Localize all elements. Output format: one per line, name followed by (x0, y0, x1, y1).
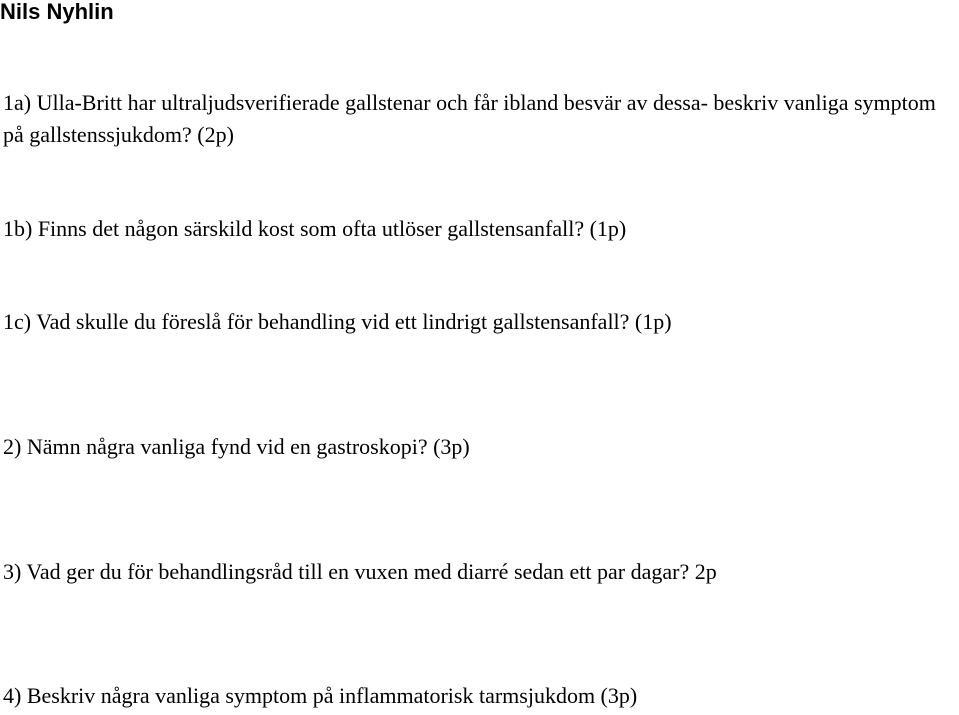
author-name: Nils Nyhlin (0, 0, 114, 24)
question-2: 2) Nämn några vanliga fynd vid en gastroskopi? (3p) (3, 434, 470, 459)
question-1b: 1b) Finns det någon särskild kost som ofta utlöser gallstensanfall? (1p) (3, 216, 627, 241)
question-3: 3) Vad ger du för behandlingsråd till en vuxen med diarré sedan ett par dagar? 2p (3, 559, 717, 584)
question-4: 4) Beskriv några vanliga symptom på inflammatorisk tarmsjukdom (3p) (3, 683, 638, 708)
question-1c: 1c) Vad skulle du föreslå för behandling vid ett lindrigt gallstensanfall? (1p) (3, 309, 672, 334)
question-1a: 1a) Ulla-Britt har ultraljudsverifierade gallstenar och får ibland besvär av dessa- beskriv vanliga symptom på gallstenssjukdom? (2p) (3, 90, 936, 147)
